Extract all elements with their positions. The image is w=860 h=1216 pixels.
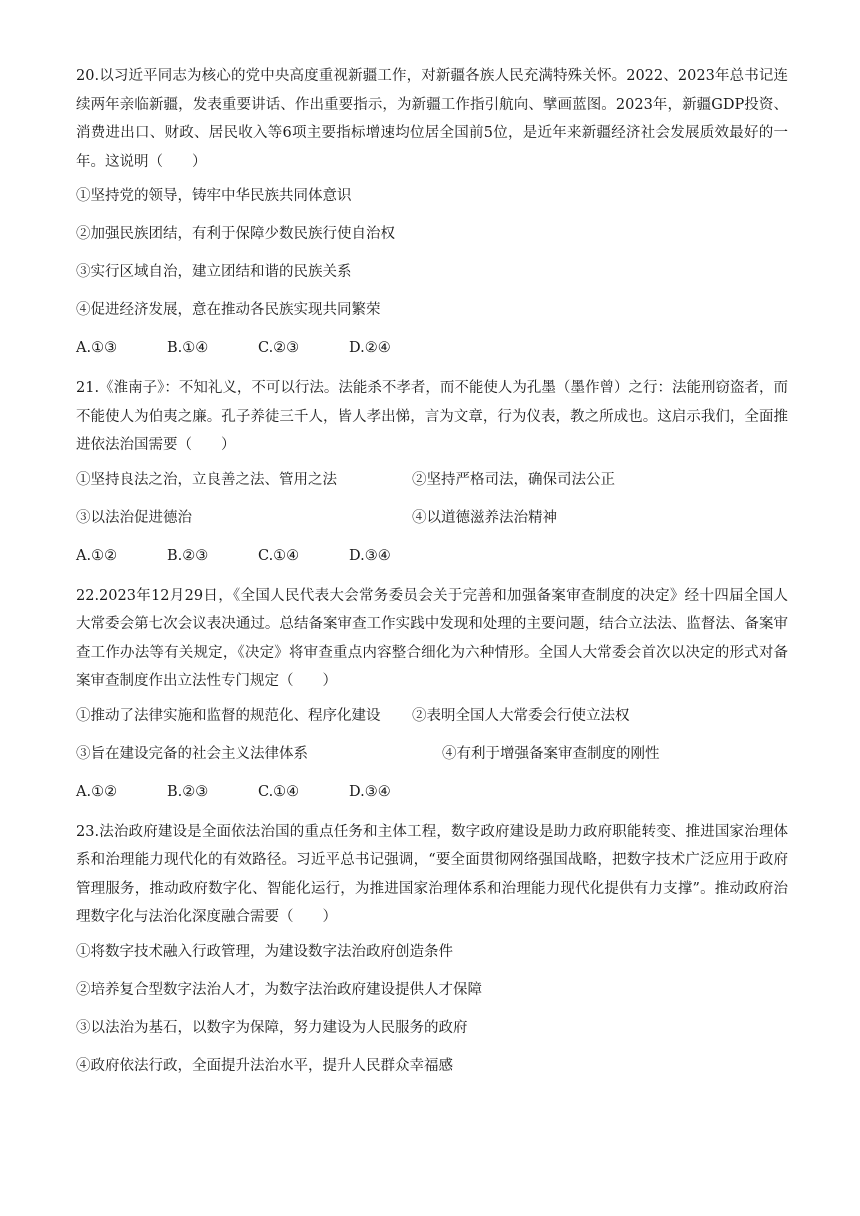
answer-d: D.③④ (349, 783, 391, 800)
answer-a: A.①② (76, 783, 118, 800)
option-3: ③实行区域自治，建立团结和谐的民族关系 (76, 264, 352, 280)
option-1: ①坚持党的领导，铸牢中华民族共同体意识 (76, 188, 352, 204)
question-21 (76, 374, 788, 566)
option-3: ③以法治为基石，以数字为保障，努力建设为人民服务的政府 (76, 1019, 468, 1036)
answer-a: A.①③ (76, 340, 118, 356)
exam-page (76, 62, 788, 1094)
option-1: ①坚持良法之治，立良善之法、管用之法 (76, 471, 337, 488)
option-2: ②表明全国人大常委会行使立法权 (412, 707, 630, 724)
option-row (76, 706, 788, 726)
answer-c: C.①④ (258, 547, 300, 564)
option-4: ④促进经济发展，意在推动各民族实现共同繁荣 (76, 302, 381, 318)
option-row (76, 744, 788, 764)
option-1: ①推动了法律实施和监督的规范化、程序化建设 (76, 707, 381, 724)
question-stem: 22.2023年12月29日，《全国人民代表大会常务委员会关于完善和加强备案审查制度的决定》经十四届全国人大常委会第七次会议表决通过。总结备案审查工作实践中发现和处理的主要问题，结合立法法、监督法、备案审查工作办法等有关规定，《决定》将审查重点内容整合细化为六种情形。全国人大常委会首次以决定的形式对备案审查制度作出立法性专门规定（ ） (76, 587, 788, 689)
option-4: ④以道德滋养法治精神 (412, 509, 557, 526)
question-20 (76, 62, 788, 358)
option-4: ④政府依法行政，全面提升法治水平，提升人民群众幸福感 (76, 1057, 453, 1074)
option-4: ④有利于增强备案审查制度的刚性 (442, 745, 660, 762)
answer-c: C.②③ (258, 340, 300, 356)
answer-b: B.②③ (167, 783, 209, 800)
answer-choices (76, 782, 788, 802)
answer-b: B.②③ (167, 547, 209, 564)
question-23 (76, 818, 788, 1076)
option-2: ②培养复合型数字法治人才，为数字法治政府建设提供人才保障 (76, 981, 482, 998)
option-row (76, 470, 788, 490)
question-stem: 20.以习近平同志为核心的党中央高度重视新疆工作，对新疆各族人民充满特殊关怀。2022、2023年总书记连续两年亲临新疆，发表重要讲话、作出重要指示，为新疆工作指引航向、擘画蓝图。2023年，新疆GDP投资、消费进出口、财政、居民收入等6项主要指标增速均位居全国前5位，是近年来新疆经济社会发展质效最好的一年。这说明（ ） (76, 68, 788, 170)
option-row (76, 508, 788, 528)
option-3: ③旨在建设完备的社会主义法律体系 (76, 745, 308, 762)
answer-c: C.①④ (258, 783, 300, 800)
question-stem: 23.法治政府建设是全面依法治国的重点任务和主体工程，数字政府建设是助力政府职能转变、推进国家治理体系和治理能力现代化的有效路径。习近平总书记强调，“要全面贯彻网络强国战略，把数字技术广泛应用于政府管理服务，推动政府数字化、智能化运行，为推进国家治理体系和治理能力现代化提供有力支撑”。推动政府治理数字化与法治化深度融合需要（ ） (76, 823, 788, 925)
question-22 (76, 582, 788, 802)
question-stem: 21.《淮南子》：不知礼义，不可以行法。法能杀不孝者，而不能使人为孔墨（墨作曾）之行：法能刑窃盗者，而不能使人为伯夷之廉。孔子养徒三千人，皆人孝出悌，言为文章，行为仪表，教之所成也。这启示我们，全面推进依法治国需要（ ） (76, 380, 788, 453)
answer-d: D.③④ (349, 547, 391, 564)
answer-b: B.①④ (167, 340, 209, 356)
option-1: ①将数字技术融入行政管理，为建设数字法治政府创造条件 (76, 943, 453, 960)
option-2: ②坚持严格司法，确保司法公正 (412, 471, 615, 488)
answer-choices (76, 338, 788, 358)
option-2: ②加强民族团结，有利于保障少数民族行使自治权 (76, 226, 395, 242)
option-3: ③以法治促进德治 (76, 509, 192, 526)
answer-d: D.②④ (349, 340, 391, 356)
answer-choices (76, 546, 788, 566)
answer-a: A.①② (76, 547, 118, 564)
